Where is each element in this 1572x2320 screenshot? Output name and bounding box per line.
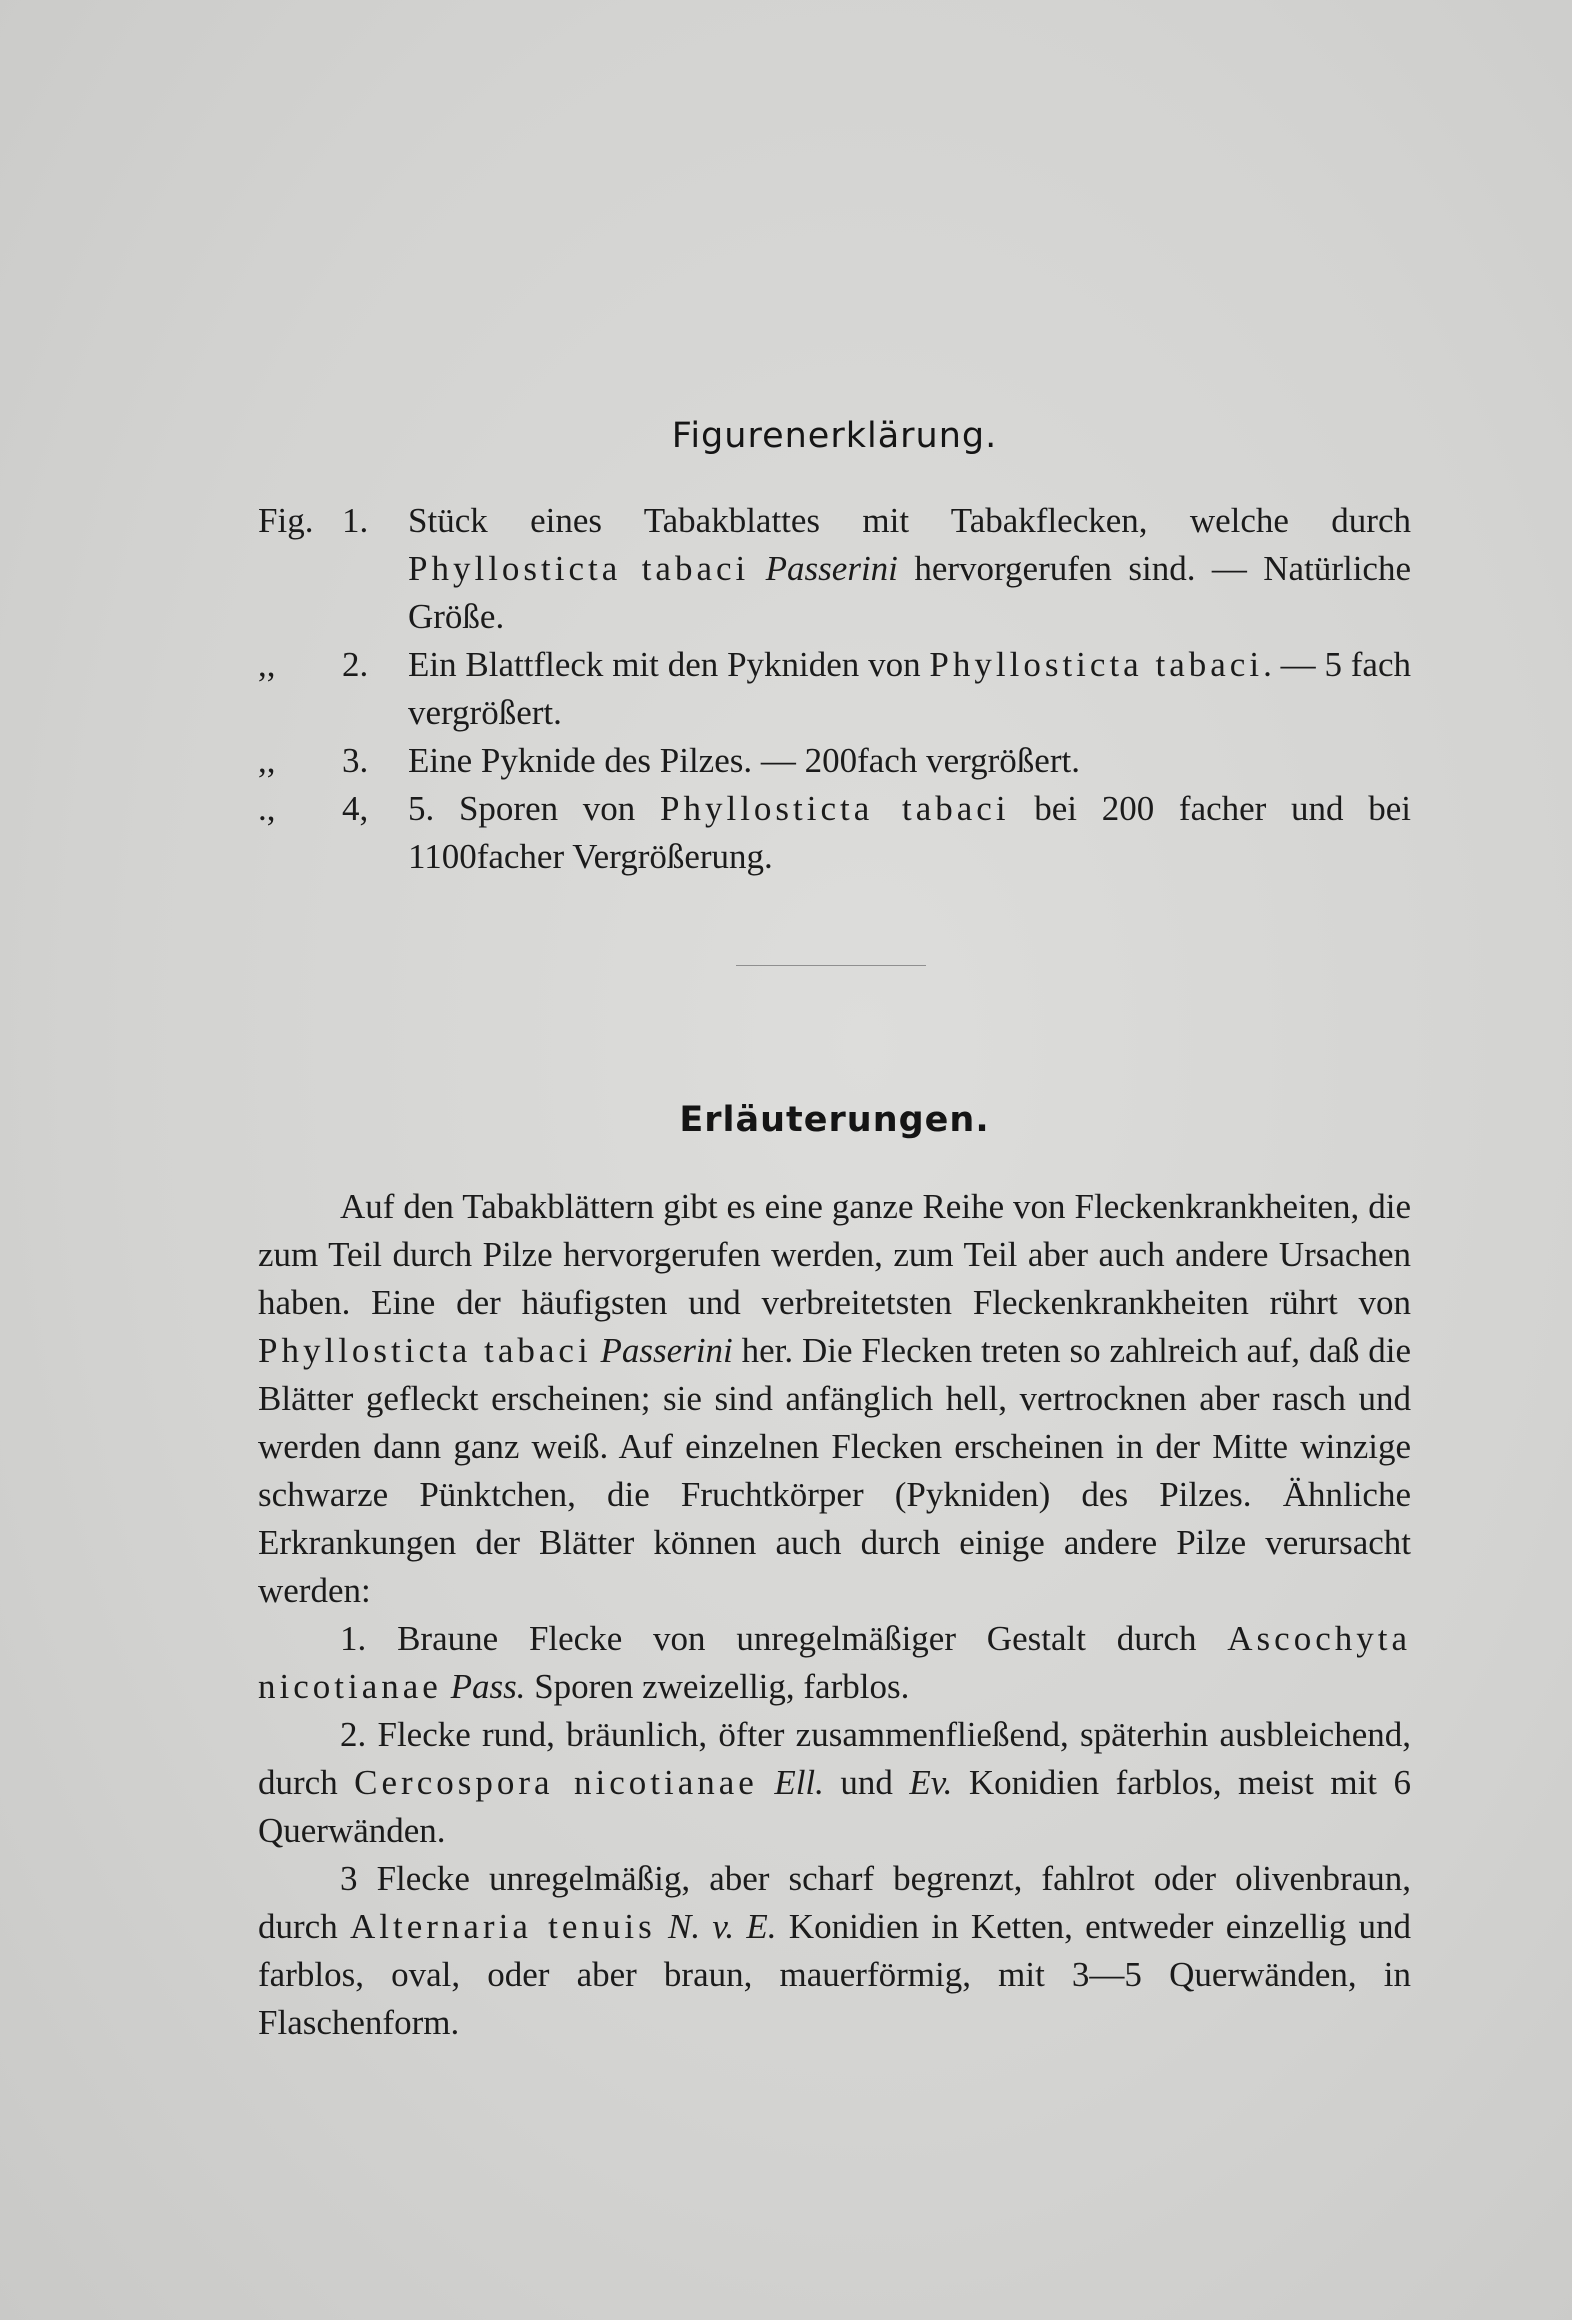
author-name: Pass. [450,1667,526,1706]
figure-entry-text: Eine Pyknide des Pilzes. — 200fach vergrößert. [408,741,1080,780]
item-text [656,1907,668,1946]
ditto-mark: ,, [258,741,276,780]
author-name: Passerini [600,1331,733,1370]
figure-entry [258,641,1411,737]
intro-paragraph [258,1183,1411,1615]
figure-entry-number: 1. [342,501,369,540]
item-text: Konidien in Ketten, entweder einzellig und farblos, oval, oder aber braun, mauerförmig, mit 3—5 Querwänden, in Flaschenform. [258,1907,1411,2042]
figure-entry [258,785,1411,881]
author-name: Ev. [909,1763,953,1802]
figure-entry-text: bei 200 facher und bei 1100facher Vergrößerung. [408,789,1411,876]
disease-item [258,1615,1411,1711]
explanations-heading: Erläuterungen. [679,1100,990,1140]
item-text: 2. Flecke rund, bräunlich, öfter zusammenfließend, späterhin ausbleichend, durch [258,1715,1411,1802]
figure-entry [258,497,1411,641]
figure-entry-prefix [258,497,370,545]
figure-entry [258,737,1411,785]
author-name: Passerini [765,549,898,588]
item-text: 3 Flecke unregelmäßig, aber scharf begrenzt, fahlrot oder olivenbraun, durch [258,1859,1411,1946]
species-name: Cercospora nicotianae [354,1763,758,1802]
species-name: Ascochyta nicotianae [258,1619,1411,1706]
section-divider [736,965,926,966]
species-name: Phyllosticta tabaci [929,645,1264,684]
ditto-mark: ,, [258,645,276,684]
figure-entry-text: . — 5 fach vergrößert. [408,645,1411,732]
paragraph-text: Auf den Tabakblättern gibt es eine ganze Reihe von Fleckenkrankheiten, die zum Teil durch Pilze hervorgerufen werden, zum Teil aber auch andere Ursachen haben. Eine der häufigsten und verbreitetsten Fleckenkrankheiten rührt von [258,1187,1411,1322]
figure-entry-number: 3. [342,741,369,780]
figure-entry-text: Stück eines Tabakblattes mit Tabakflecken, welche durch [408,501,1411,540]
explanations-body [258,1183,1411,2047]
species-name: Alternaria tenuis [349,1907,656,1946]
figure-entry-prefix [258,641,370,689]
figure-entry-text: hervorgerufen sind. — Natürliche Größe. [408,549,1411,636]
ditto-mark: ., [258,789,276,828]
figure-entry-number: 4, [342,789,369,828]
author-name: N. v. E. [668,1907,777,1946]
disease-item [258,1855,1411,2047]
figure-entry-prefix [258,737,370,785]
figure-entry-text: Ein Blattfleck mit den Pykniden von [408,645,930,684]
paragraph-text [592,1331,601,1370]
figure-entry-label: Fig. [258,501,314,540]
item-text [758,1763,774,1802]
disease-item [258,1711,1411,1855]
figure-entry-number: 2. [342,645,369,684]
item-text: Sporen zweizellig, farblos. [525,1667,910,1706]
species-name: Phyllosticta tabaci [660,789,1010,828]
item-text [442,1667,451,1706]
species-name: Phyllosticta tabaci [258,1331,592,1370]
figure-list [258,497,1411,881]
item-text: Konidien farblos, meist mit 6 Querwänden. [258,1763,1412,1850]
item-text: 1. Braune Flecke von unregelmäßiger Gestalt durch [340,1619,1228,1658]
figure-entry-prefix [258,785,370,833]
item-text: und [823,1763,910,1802]
figure-entry-text: 5. Sporen von [408,789,661,828]
author-name: Ell. [774,1763,824,1802]
species-name: Phyllosticta tabaci [408,549,750,588]
paragraph-text: her. Die Flecken treten so zahlreich auf, daß die Blätter gefleckt erscheinen; sie sind anfänglich hell, vertrocknen aber rasch und werden dann ganz weiß. Auf einzelnen Flecken erscheinen in der Mitte winzige schwarze Pünktchen, die Fruchtkörper (Pykniden) des Pilzes. Ähnliche Erkrankungen der Blätter können auch durch einige andere Pilze verursacht werden: [258,1331,1412,1610]
figure-explanation-heading: Figurenerklärung. [671,416,998,456]
figure-entry-text [749,549,765,588]
